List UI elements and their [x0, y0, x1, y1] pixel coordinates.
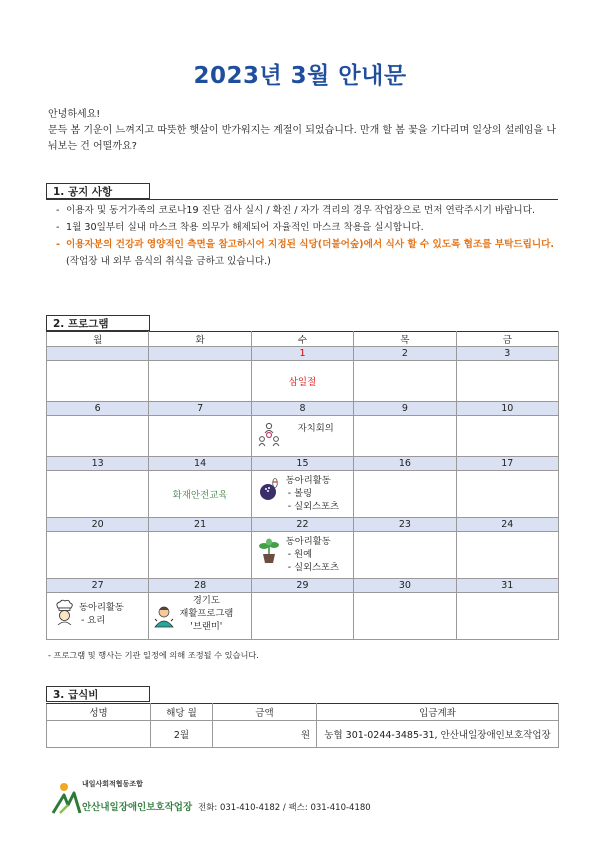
date-cell: 3: [456, 347, 558, 361]
potted-plant-icon: [258, 538, 280, 564]
date-cell: 22: [251, 518, 353, 532]
date-cell: 7: [149, 402, 251, 416]
date-cell: 2: [354, 347, 456, 361]
notice-item-highlight: - 이용자분의 건강과 영양적인 측면을 참고하시어 지정된 식당(더불어숲)에서 식사 할 수 있도록 협조를 부탁드립니다. (작업장 내 외부 음식의 취식을 금하고 있습니다.): [56, 239, 555, 267]
counseling-icon: [153, 605, 175, 631]
date-cell: 13: [47, 457, 149, 471]
notice-list: [56, 202, 561, 270]
intro-text: 문득 봄 기운이 느껴지고 따뜻한 햇살이 반가워지는 계절이 되었습니다. 만개 할 봄 꽃을 기다리며 일상의 설레임을 나눠보는 건 어떨까요?: [48, 125, 557, 152]
chef-icon: [53, 599, 75, 625]
date-cell: 15: [251, 457, 353, 471]
club-activity: [286, 535, 339, 574]
event-row: [47, 471, 559, 518]
cell-account: 농협 301-0244-3485-31, 안산내일장애인보호작업장: [317, 721, 559, 748]
meal-fee-row: [47, 721, 559, 748]
meeting-label: 자치회의: [297, 423, 334, 434]
rehab-program: [179, 594, 233, 633]
holiday-event: 삼일절: [251, 361, 353, 402]
club-item: - 볼링: [287, 488, 313, 499]
date-cell: 16: [354, 457, 456, 471]
cell-month: 2월: [151, 721, 213, 748]
notice-item: - 1월 30일부터 실내 마스크 착용 의무가 해제되어 자율적인 마스크 착용을 실시합니다.: [56, 222, 424, 233]
event-cell: [456, 471, 558, 518]
section-heading-program: 2. 프로그램: [46, 315, 150, 331]
meeting-people-icon: [258, 422, 280, 448]
event-row: [47, 416, 559, 457]
date-cell: 28: [149, 579, 251, 593]
event-cell: [456, 361, 558, 402]
event-cell-cooking: [47, 593, 149, 640]
col-month: 해당 월: [151, 704, 213, 721]
section-heading-notice: 1. 공지 사항: [46, 183, 150, 199]
event-cell: [47, 532, 149, 579]
schedule-footnote: - 프로그램 및 행사는 기관 일정에 의해 조정될 수 있습니다.: [48, 650, 259, 660]
weekday-header-row: [47, 332, 559, 347]
event-row: [47, 593, 559, 640]
date-row: [47, 518, 559, 532]
event-row: [47, 532, 559, 579]
cell-name: [47, 721, 151, 748]
event-cell: [354, 361, 456, 402]
page-title: 2023년 3월 안내문: [193, 63, 407, 89]
rehab-line: 경기도: [192, 595, 220, 606]
event-cell: [456, 532, 558, 579]
club-item: - 실외스포츠: [287, 562, 339, 573]
date-cell: 31: [456, 579, 558, 593]
club-title: 동아리활동: [79, 602, 124, 613]
notice-item: - 이용자 및 동거가족의 코로나19 진단 검사 실시 / 확진 / 자가 격리의 경우 작업장으로 먼저 연락주시기 바랍니다.: [56, 205, 536, 216]
date-row: [47, 402, 559, 416]
event-cell-meeting: [251, 416, 353, 457]
section-divider: [46, 199, 558, 200]
date-cell: 17: [456, 457, 558, 471]
club-item: - 요리: [81, 615, 106, 626]
fire-safety-event: 화재안전교육: [149, 471, 251, 518]
date-cell: [47, 347, 149, 361]
club-item: - 원예: [287, 549, 313, 560]
date-cell: 24: [456, 518, 558, 532]
greeting: 안녕하세요!: [48, 109, 101, 120]
date-row: [47, 579, 559, 593]
event-cell: [354, 471, 456, 518]
event-cell-rehab: [149, 593, 251, 640]
rehab-line: '브랜미': [190, 621, 223, 632]
date-cell: 23: [354, 518, 456, 532]
col-account: 입금계좌: [317, 704, 559, 721]
bowling-icon: [258, 477, 280, 503]
club-title: 동아리활동: [285, 475, 331, 486]
event-cell-bowling: [251, 471, 353, 518]
date-cell: [149, 347, 251, 361]
event-cell: [149, 361, 251, 402]
event-cell: [47, 471, 149, 518]
weekday-mon: 월: [47, 332, 149, 347]
date-row: [47, 347, 559, 361]
club-title: 동아리활동: [285, 536, 331, 547]
club-item: - 실외스포츠: [287, 501, 339, 512]
event-cell: [47, 361, 149, 402]
col-name: 성명: [47, 704, 151, 721]
event-cell: [354, 532, 456, 579]
date-row: [47, 457, 559, 471]
club-activity: [286, 474, 339, 513]
event-cell-gardening: [251, 532, 353, 579]
weekday-thu: 목: [354, 332, 456, 347]
section-heading-meal-fee: 3. 급식비: [46, 686, 150, 702]
date-cell: 30: [354, 579, 456, 593]
event-row: [47, 361, 559, 402]
meal-fee-header: [47, 704, 559, 721]
weekday-wed: 수: [251, 332, 353, 347]
event-cell: [251, 593, 353, 640]
intro: [48, 107, 560, 155]
date-cell: 14: [149, 457, 251, 471]
cell-amount: 원: [213, 721, 317, 748]
rehab-line: 재활프로그램: [179, 608, 234, 619]
date-cell-holiday: 1: [251, 347, 353, 361]
event-cell: [354, 593, 456, 640]
event-cell: [47, 416, 149, 457]
date-cell: 21: [149, 518, 251, 532]
date-cell: 29: [251, 579, 353, 593]
weekday-tue: 화: [149, 332, 251, 347]
date-cell: 8: [251, 402, 353, 416]
weekday-fri: 금: [456, 332, 558, 347]
event-cell: [456, 593, 558, 640]
date-cell: 6: [47, 402, 149, 416]
date-cell: 9: [354, 402, 456, 416]
date-cell: 27: [47, 579, 149, 593]
program-calendar: [46, 331, 559, 640]
org-name: 안산내일장애인보호작업장: [82, 802, 193, 813]
org-name-small: 내일사회적협동조합: [82, 780, 143, 788]
date-cell: 10: [456, 402, 558, 416]
date-cell: 20: [47, 518, 149, 532]
contact-info: 전화: 031-410-4182 / 팩스: 031-410-4180: [198, 803, 371, 813]
event-cell: [149, 532, 251, 579]
event-cell: [456, 416, 558, 457]
col-amount: 금액: [213, 704, 317, 721]
club-activity: [79, 601, 124, 627]
event-cell: [354, 416, 456, 457]
event-cell: [149, 416, 251, 457]
meal-fee-table: [46, 703, 559, 748]
